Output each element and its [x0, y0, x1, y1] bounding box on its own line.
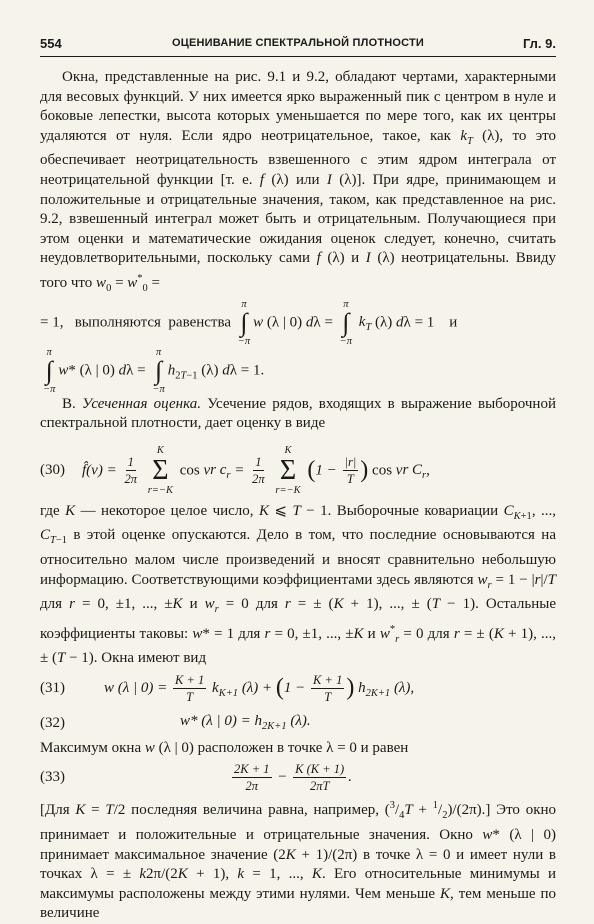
- summation: K Σ r=−K: [275, 444, 301, 496]
- equation-number: (31): [40, 680, 65, 697]
- chapter-label: Гл. 9.: [522, 36, 556, 51]
- paragraph-equalities: = 1, выполняются равенства π ∫ −π w (λ | 0) dλ = π ∫ −π $k_T$ (λ) dλ = 1 и: [40, 298, 458, 347]
- paragraph-maximum: Максимум окна w (λ | 0) расположен в точке λ = 0 и равен: [40, 739, 409, 756]
- fraction: $\frac{K + 1}{T}$: [175, 673, 205, 705]
- fraction: $\frac{K + 1}{T}$: [313, 673, 343, 705]
- fraction: $\frac{2K + 1}{2\pi}$: [234, 761, 270, 793]
- equation-33: [40, 758, 556, 796]
- paragraph-integral-h: π ∫ −π w* (λ | 0) dλ = π ∫ −π $h_{2T-1}$ (λ) dλ = 1.: [43, 346, 265, 395]
- paragraph-where-k: где K — некоторое целое число, K ⩽ T − 1. Выборочные ковариации $C_{K+1}$, ..., $C_{T-1}$ в этой оценке опускаются. Дело в том, что последние основываются на относительно малом числе произведений и вносят сравнительно небольшую информацию. Соответствующими коэффициентами здесь являются $w_r = 1 - |r|/T$ для r = 0, ±1, ..., ±K и $w_r = 0$ для r = ± (K + 1), ..., ± (T − 1). Остальные коэффициенты таковы: w* = 1 для r = 0, ±1, ..., ±K и $w^*_r = 0$ для r = ± (K + 1), ..., ± (T − 1). Окна имеют вид: [40, 502, 557, 667]
- equation-30: [40, 440, 556, 502]
- equation-number: (33): [40, 768, 65, 785]
- equation-number: (30): [40, 461, 65, 478]
- formula-31: w (λ | 0) = $\frac{K + 1}{T}$ $k_{K+1}$ (λ) + (1 − $\frac{K + 1}{T}$ ) $h_{2K+1}$ (λ),: [104, 673, 415, 705]
- running-title: ОЦЕНИВАНИЕ СПЕКТРАЛЬНОЙ ПЛОТНОСТИ: [171, 37, 425, 49]
- integral: π ∫ −π: [43, 346, 56, 395]
- page-number: 554: [40, 36, 62, 51]
- integral: π ∫ −π: [152, 346, 165, 395]
- fraction: $\frac{1}{2\pi}$: [124, 455, 137, 487]
- summation: K Σ r=−K: [147, 444, 173, 496]
- fraction: $\frac{K (K + 1)}{2\pi T}$: [295, 761, 345, 793]
- formula-33: $\frac{2K + 1}{2\pi}$ − $\frac{K (K + 1)}{2\pi T}$ .: [234, 761, 352, 793]
- integral: π ∫ −π: [339, 298, 353, 347]
- integral: π ∫ −π: [237, 298, 251, 347]
- paragraph-windows: Окна, представленные на рис. 9.1 и 9.2, обладают чертами, характерными для весовых функций. У них имеется ярко выраженный пик с центром в нуле и боковые лепестки, высота которых уменьшается по мере того, как их центры удаляются от нуля. Если ядро неотрицательное, такое, как $k_T$ (λ), то это обеспечивает неотрицательность взвешенного с этим ядром интеграла от неотрицательной функции [т. е. f (λ) или I (λ)]. При ядре, принимающем и положительные и отрицательные значения, таком, как представленное на рис. 9.2, взвешенный интеграл может быть и отрицательным. Получающиеся при этом оценки и математические ожидания оценок следует, конечно, считать неудовлетворительными, поскольку сами f (λ) и I (λ) неотрицательны. Ввиду того что $w_0 = w^*_0$ =: [40, 69, 556, 294]
- formula-30: f̂(ν) = $\frac{1}{2\pi}$ K Σ r=−K cos νr $c_r$ = $\frac{1}{2\pi}$ K Σ r=−K (1 − $\frac{|r|}{T}$ ) cos νr $C_r$,: [82, 444, 430, 496]
- paragraph-truncated: В. Усеченная оценка. Усечение рядов, входящих в выражение выборочной спектральной плотности, дает оценку в виде: [40, 395, 556, 432]
- running-header: [40, 34, 556, 57]
- text-body: [40, 68, 556, 924]
- equation-number: (32): [40, 715, 65, 732]
- equation-32: [40, 709, 556, 739]
- equation-31: [40, 669, 556, 709]
- paragraph-for-k: [Для K = T/2 последняя величина равна, например, $(^3/_4T + ^1/_2)/(2\pi)$.] Это окно принимает и положительные и отрицательные значения. Окно w* (λ | 0) принимает максимальное значение (2K + 1)/(2π) в точке λ = 0 и имеет нули в точках λ = ± k2π/(2K + 1), k = 1, ..., K. Его относительные минимумы и максимумы расположены между этими нулями. Чем меньше K, тем меньше по величине: [40, 800, 557, 922]
- formula-32: w* (λ | $0) = h_{2K+1}$ (λ).: [180, 712, 311, 732]
- fraction: $\frac{|r|}{T}$: [344, 455, 357, 487]
- fraction: $\frac{1}{2\pi}$: [252, 455, 265, 487]
